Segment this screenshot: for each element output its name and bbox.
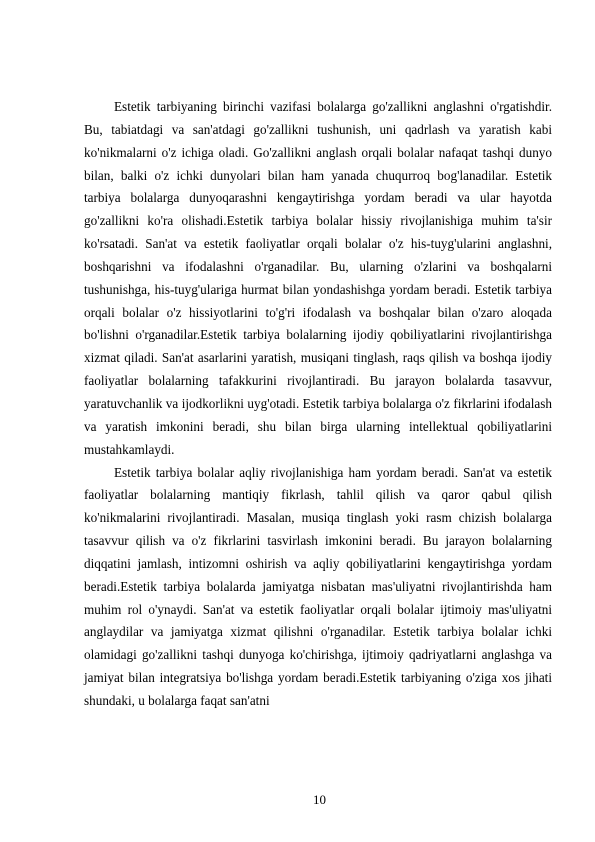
paragraph-1: Estetik tarbiyaning birinchi vazifasi bolalarga go'zallikni anglashni o'rgatishdir. Bu, tabiatdagi va san'atdagi go'zallikni tushunish, uni qadrlash va yaratish kabi ko'nikmalarni o'z ichiga oladi. Go'zallikni anglash orqali bolalar nafaqat tashqi dunyo bilan, balki o'z ichki dunyolari bilan ham yanada chuqurroq bog'lanadilar. Estetik tarbiya bolalarga dunyoqarashni kengaytirishga yordam beradi va ular hayotda go'zallikni ko'ra olishadi.Estetik tarbiya bolalar hissiy rivojlanishiga muhim ta'sir ko'rsatadi. San'at va estetik faoliyatlar orqali bolalar o'z his-tuyg'ularini anglashni, boshqarishni va ifodalashni o'rganadilar. Bu, ularning o'zlarini va boshqalarni tushunishga, his-tuyg'ulariga hurmat bilan yondashishga yordam beradi. Estetik tarbiya orqali bolalar o'z hissiyotlarini to'g'ri ifodalash va boshqalar bilan o'zaro aloqada bo'lishni o'rganadilar.Estetik tarbiya bolalarning ijodiy qobiliyatlarini rivojlantirishga xizmat qiladi. San'at asarlarini yaratish, musiqani tinglash, raqs qilish va boshqa ijodiy faoliyatlar bolalarning tafakkurini rivojlantiradi. Bu jarayon bolalarda tasavvur, yaratuvchanlik va ijodkorlikni uyg'otadi. Estetik tarbiya bolalarga o'z fikrlarini ifodalash va yaratish imkonini beradi, shu bilan birga ularning intellektual qobiliyatlarini mustahkamlaydi. bbox=[84, 99, 552, 457]
paragraph-2: Estetik tarbiya bolalar aqliy rivojlanishiga ham yordam beradi. San'at va estetik faoliyatlar bolalarning mantiqiy fikrlash, tahlil qilish va qaror qabul qilish ko'nikmalarini rivojlantiradi. Masalan, musiqa tinglash yoki rasm chizish bolalarga tasavvur qilish va o'z fikrlarini tasvirlash imkonini beradi. Bu jarayon bolalarning diqqatini jamlash, intizomni oshirish va aqliy qobiliyatlarini kengaytirishga yordam beradi.Estetik tarbiya bolalarda jamiyatga nisbatan mas'uliyatni rivojlantirishda ham muhim rol o'ynaydi. San'at va estetik faoliyatlar orqali bolalar ijtimoiy mas'uliyatni anglaydilar va jamiyatga xizmat qilishni o'rganadilar. Estetik tarbiya bolalar ichki olamidagi go'zallikni tashqi dunyoga ko'chirishga, ijtimoiy qadriyatlarni anglashga va jamiyat bilan integratsiya bo'lishga yordam beradi.Estetik tarbiyaning o'ziga xos jihati shundaki, u bolalarga faqat san'atni bbox=[84, 464, 552, 708]
document-body bbox=[84, 96, 552, 713]
page-number: 10 bbox=[313, 792, 326, 807]
